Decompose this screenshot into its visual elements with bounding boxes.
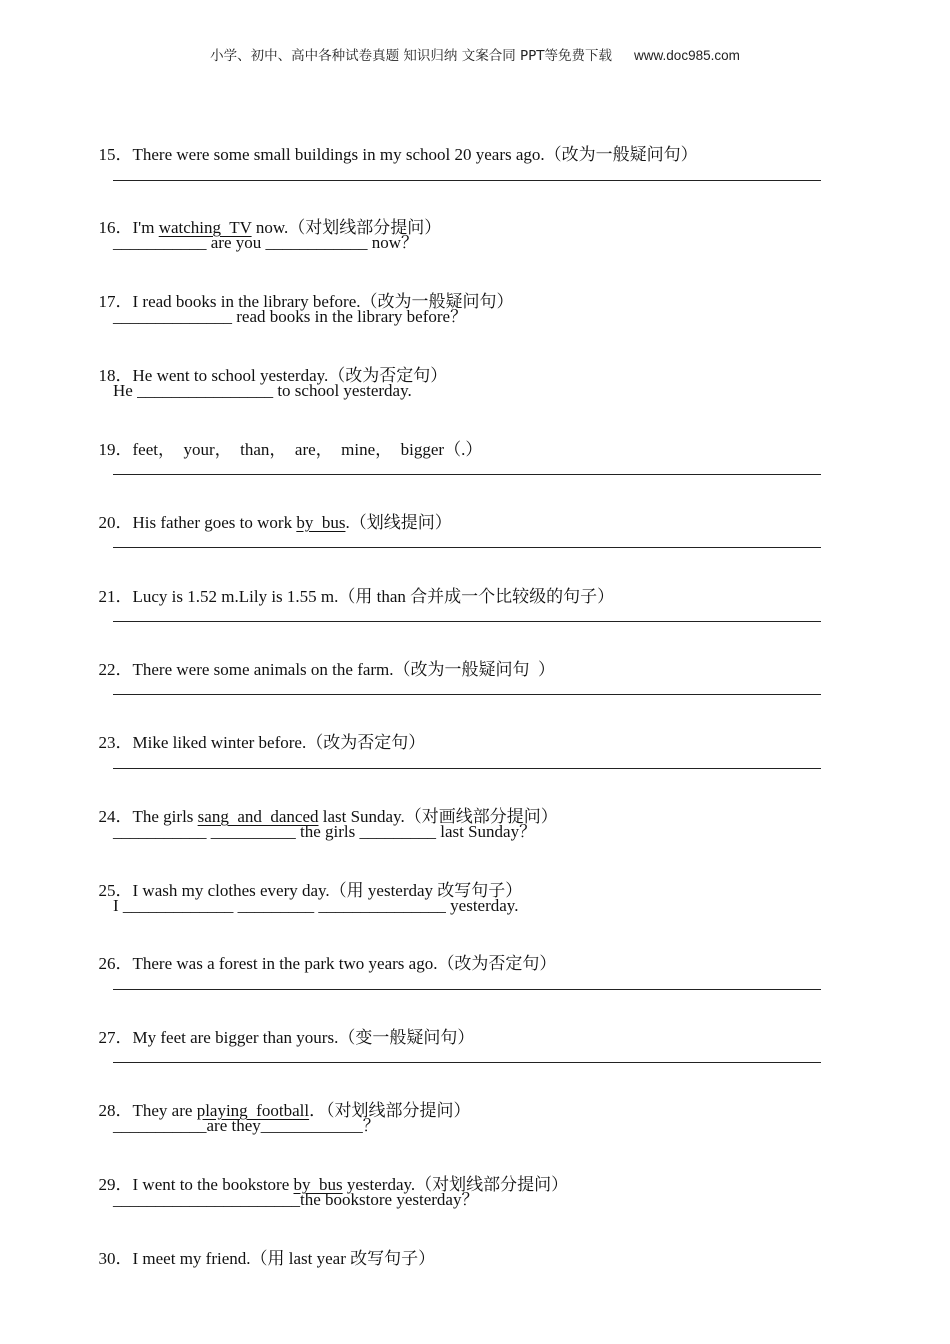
underlined-part: by bus — [296, 513, 346, 532]
underlined-part: playing football — [196, 1101, 310, 1120]
question-18: 18．He went to school yesterday.（改为否定句） — [98, 366, 448, 385]
question-15: 15．There were some small buildings in my school 20 years ago.（改为一般疑问句） — [98, 145, 698, 164]
question-23: 23．Mike liked winter before.（改为否定句） — [98, 733, 426, 752]
question-21: 21．Lucy is 1.52 m.Lily is 1.55 m.（用 than 合并成一个比较级的句子） — [98, 587, 615, 606]
question-24: 24．The girls sang and danced last Sunday.（对画线部分提问） — [98, 807, 558, 826]
answer-line-22[interactable] — [113, 694, 821, 695]
question-16: 16．I'm watching TV now.（对划线部分提问） — [98, 218, 442, 237]
answer-25[interactable]: I _____________ _________ _______________ yesterday. — [113, 896, 519, 915]
answer-line-19[interactable] — [113, 474, 821, 475]
underlined-part: sang and danced — [197, 807, 319, 826]
underlined-part: by bus — [293, 1175, 343, 1194]
answer-18[interactable]: He ________________ to school yesterday. — [113, 381, 412, 400]
question-28: 28．They are playing football．（对划线部分提问） — [98, 1101, 471, 1120]
page-header — [0, 44, 950, 64]
underlined-part: watching TV — [158, 218, 252, 237]
answer-line-27[interactable] — [113, 1062, 821, 1063]
answer-24[interactable]: ___________ __________ the girls _________ last Sunday？ — [113, 822, 537, 841]
answer-28[interactable]: ___________are they____________？ — [113, 1116, 380, 1135]
question-20: 20．His father goes to work by bus.（划线提问） — [98, 513, 452, 532]
question-22: 22．There were some animals on the farm.（改为一般疑问句 ） — [98, 660, 556, 679]
question-26: 26．There was a forest in the park two years ago.（改为否定句） — [98, 954, 557, 973]
question-17: 17．I read books in the library before.（改为一般疑问句） — [98, 292, 514, 311]
answer-29[interactable]: ______________________the bookstore yesterday？ — [113, 1190, 479, 1209]
answer-line-15[interactable] — [113, 180, 821, 181]
answer-line-23[interactable] — [113, 768, 821, 769]
answer-17[interactable]: ______________ read books in the library before？ — [113, 307, 468, 326]
answer-line-20[interactable] — [113, 547, 821, 548]
question-30: 30．I meet my friend.（用 last year 改写句子） — [98, 1249, 436, 1268]
answer-16[interactable]: ___________ are you ____________ now？ — [113, 233, 419, 252]
question-27: 27．My feet are bigger than yours.（变一般疑问句） — [98, 1028, 475, 1047]
answer-line-21[interactable] — [113, 621, 821, 622]
question-29: 29．I went to the bookstore by bus yesterday.（对划线部分提问） — [98, 1175, 569, 1194]
answer-line-26[interactable] — [113, 989, 821, 990]
question-25: 25．I wash my clothes every day.（用 yesterday 改写句子） — [98, 881, 523, 900]
header-url[interactable]: www.doc985.com — [634, 48, 740, 63]
header-text: 小学、初中、高中各种试卷真题 知识归纳 文案合同 PPT等免费下载 — [210, 48, 613, 64]
question-19: 19．feet， your， than， are， mine， bigger（.） — [98, 440, 483, 459]
